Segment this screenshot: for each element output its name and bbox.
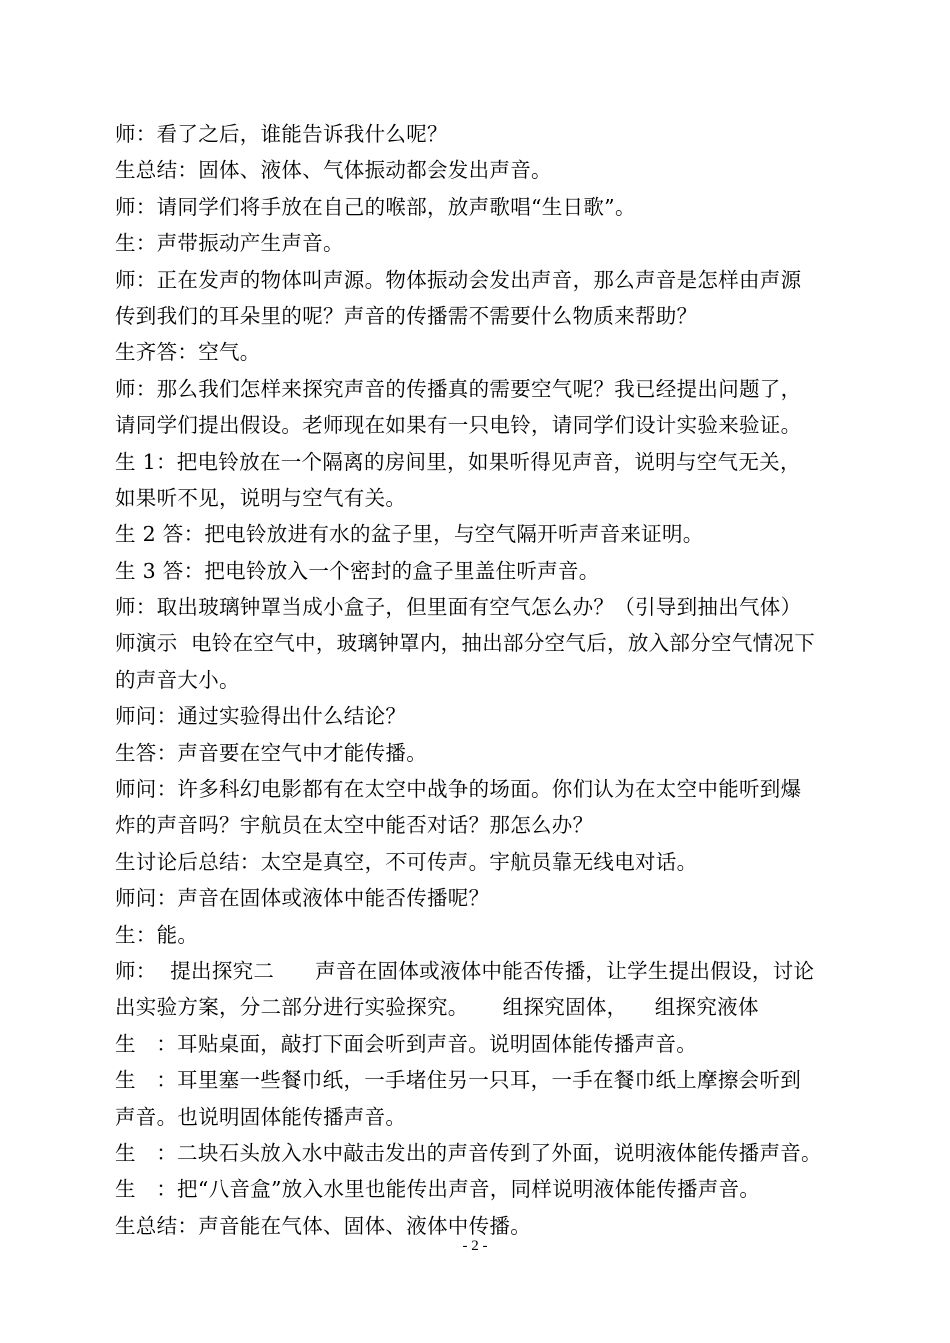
text-line: 生总结：声音能在气体、固体、液体中传播。 [115, 1213, 531, 1238]
text-line: 生 ：二块石头放入水中敲击发出的声音传到了外面，说明液体能传播声音。 [115, 1140, 822, 1165]
body-text [115, 116, 840, 1244]
text-line: 生 2 答：把电铃放进有水的盆子里，与空气隔开听声音来证明。 [115, 522, 704, 547]
text-line: 出实验方案，分二部分进行实验探究。 组探究固体， 组探究液体 [115, 995, 759, 1020]
text-line: 的声音大小。 [115, 667, 240, 692]
text-line: 生齐答：空气。 [115, 340, 261, 365]
text-line: 生：能。 [115, 922, 199, 947]
text-line: 生 ：耳贴桌面，敲打下面会听到声音。说明固体能传播声音。 [115, 1031, 698, 1056]
text-line: 师演示 电铃在空气中，玻璃钟罩内，抽出部分空气后，放入部分空气情况下 [115, 631, 816, 656]
text-line: 生 ：把“八音盒”放入水里也能传出声音，同样说明液体能传播声音。 [115, 1177, 761, 1202]
text-line: 生 3 答：把电铃放入一个密封的盒子里盖住听声音。 [115, 558, 600, 583]
text-line: 师问：许多科幻电影都有在太空中战争的场面。你们认为在太空中能听到爆 [115, 777, 802, 802]
page-number: - 2 - [462, 1238, 488, 1254]
text-line: 炸的声音吗？宇航员在太空中能否对话？那怎么办？ [115, 813, 594, 838]
text-line: 师：正在发声的物体叫声源。物体振动会发出声音，那么声音是怎样由声源 [115, 267, 802, 292]
text-line: 师：看了之后，谁能告诉我什么呢？ [115, 122, 448, 146]
text-line: 生：声带振动产生声音。 [115, 231, 344, 256]
text-line: 声音。也说明固体能传播声音。 [115, 1104, 407, 1129]
text-line: 生讨论后总结：太空是真空，不可传声。宇航员靠无线电对话。 [115, 849, 698, 874]
text-line: 师：请同学们将手放在自己的喉部，放声歌唱“生日歌”。 [115, 194, 636, 219]
text-line: 传到我们的耳朵里的呢？声音的传播需不需要什么物质来帮助？ [115, 303, 698, 328]
text-line: 师问：声音在固体或液体中能否传播呢？ [115, 886, 490, 911]
text-line: 师：那么我们怎样来探究声音的传播真的需要空气呢？我已经提出问题了， [115, 376, 802, 401]
text-line: 请同学们提出假设。老师现在如果有一只电铃，请同学们设计实验来验证。 [115, 413, 802, 438]
text-line: 如果听不见，说明与空气有关。 [115, 485, 407, 510]
text-line: 生总结：固体、液体、气体振动都会发出声音。 [115, 158, 552, 183]
text-line: 生 1：把电铃放在一个隔离的房间里，如果听得见声音，说明与空气无关， [115, 449, 801, 474]
text-line: 生 ：耳里塞一些餐巾纸，一手堵住另一只耳，一手在餐巾纸上摩擦会听到 [115, 1068, 802, 1093]
text-line: 师： 提出探究二 声音在固体或液体中能否传播，让学生提出假设，讨论 [115, 958, 815, 983]
text-line: 师：取出玻璃钟罩当成小盒子，但里面有空气怎么办？（引导到抽出气体） [115, 595, 802, 620]
text-line: 生答：声音要在空气中才能传播。 [115, 740, 427, 765]
text-line: 师问：通过实验得出什么结论？ [115, 704, 407, 729]
